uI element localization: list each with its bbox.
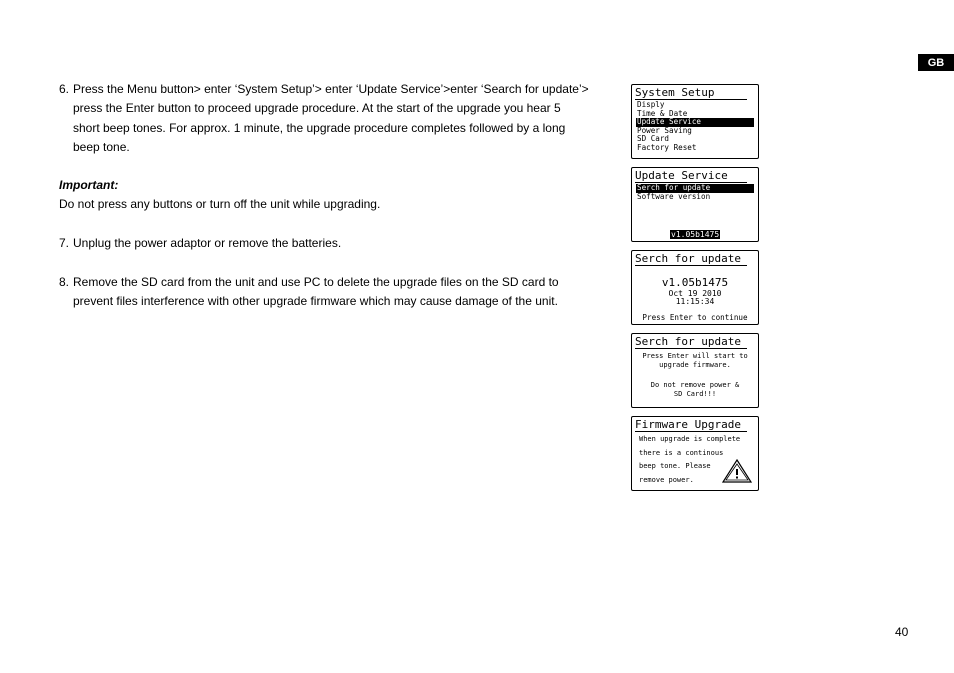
step-number: 6. bbox=[59, 82, 70, 96]
lcd-line: Press Enter will start to bbox=[642, 352, 748, 360]
step-7 bbox=[59, 234, 614, 253]
menu-item: Time & Date bbox=[637, 108, 688, 118]
warning-icon bbox=[721, 458, 753, 484]
menu-item-selected: Serch for update bbox=[636, 184, 754, 193]
build-time: 11:15:34 bbox=[675, 297, 715, 306]
important-label: Important: bbox=[59, 178, 119, 192]
version-label: v1.05b1475 bbox=[661, 276, 729, 289]
step-8 bbox=[59, 273, 614, 312]
step-number: 7. bbox=[59, 236, 70, 250]
lcd-line: upgrade firmware. bbox=[659, 361, 731, 369]
important-text: Do not press any buttons or turn off the unit while upgrading. bbox=[59, 197, 381, 211]
page-number: 40 bbox=[895, 625, 909, 639]
lcd-firmware-upgrade bbox=[631, 416, 759, 491]
lcd-title: Serch for update bbox=[635, 252, 747, 266]
menu-item: Power Saving bbox=[637, 125, 692, 135]
lcd-system-setup bbox=[631, 84, 759, 159]
step-line: beep tone. bbox=[73, 139, 130, 154]
menu-item: Software version bbox=[637, 191, 711, 201]
lcd-line: there is a continous bbox=[639, 449, 724, 457]
lcd-footer: Press Enter to continue bbox=[642, 313, 748, 322]
step-line: Remove the SD card from the unit and use PC to delete the upgrade files on the SD card to bbox=[73, 275, 559, 289]
menu-item: Factory Reset bbox=[637, 142, 697, 152]
language-badge: GB bbox=[918, 54, 954, 71]
step-line: press the Enter button to proceed upgrade procedure. At the start of the upgrade you hear 5 bbox=[73, 101, 561, 116]
lcd-search-info bbox=[631, 250, 759, 325]
lcd-title: Firmware Upgrade bbox=[635, 418, 747, 432]
step-number: 8. bbox=[59, 275, 70, 289]
menu-item: SD Card bbox=[637, 134, 670, 144]
lcd-line: When upgrade is complete bbox=[639, 435, 741, 443]
lcd-line: beep tone. Please bbox=[639, 462, 711, 470]
lcd-update-service bbox=[631, 167, 759, 242]
lcd-title: Update Service bbox=[635, 169, 747, 183]
lcd-title: System Setup bbox=[635, 86, 747, 100]
lcd-line: SD Card!!! bbox=[673, 390, 717, 398]
step-line: prevent files interference with other upgrade firmware which may cause damage of the unit. bbox=[73, 294, 558, 309]
menu-item-selected: Update Service bbox=[636, 118, 754, 127]
lcd-line: remove power. bbox=[639, 476, 694, 484]
menu-item: Disply bbox=[637, 100, 665, 109]
lcd-title: Serch for update bbox=[635, 335, 747, 349]
step-line: Unplug the power adaptor or remove the batteries. bbox=[73, 236, 342, 250]
lcd-search-confirm bbox=[631, 333, 759, 408]
version-label: v1.05b1475 bbox=[671, 230, 720, 239]
step-line: short beep tones. For approx. 1 minute, the upgrade procedure completes followed by a long bbox=[73, 120, 566, 135]
lcd-line: Do not remove power & bbox=[650, 381, 740, 389]
step-line: Press the Menu button> enter ‘System Setup’> enter ‘Update Service’>enter ‘Search for update’> bbox=[73, 82, 589, 96]
build-date: Oct 19 2010 bbox=[668, 289, 722, 298]
step-6 bbox=[59, 80, 614, 157]
